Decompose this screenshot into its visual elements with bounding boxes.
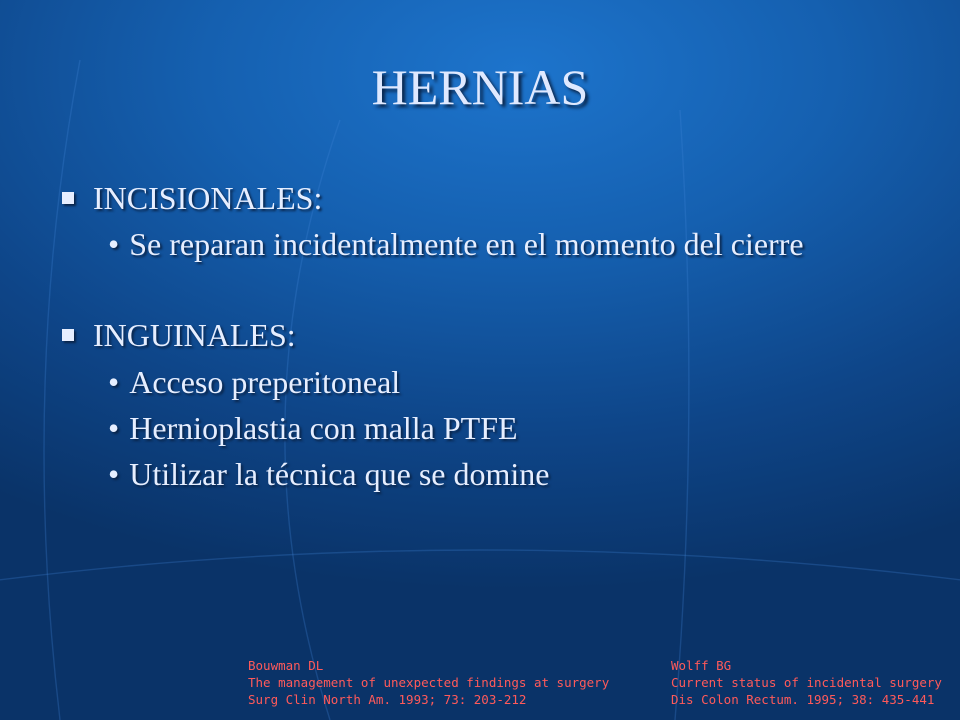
slide-title: HERNIAS	[371, 59, 589, 115]
reference-title: The management of unexpected findings at surgery	[248, 675, 610, 690]
reference-source: Surg Clin North Am. 1993; 73: 203-212	[248, 692, 527, 707]
square-bullet-icon	[62, 329, 74, 341]
reference-author: Bouwman DL	[248, 658, 324, 673]
bullet-dot-icon: •	[108, 364, 120, 400]
reference-bouwman	[248, 657, 609, 708]
reference-title: Current status of incidental surgery	[671, 675, 942, 690]
square-bullet-icon	[62, 192, 74, 204]
reference-author: Wolff BG	[671, 658, 732, 673]
bullet-dot-icon: •	[108, 456, 120, 492]
list-item: • Hernioplastia con malla PTFE	[108, 410, 518, 446]
list-item: • Se reparan incidentalmente en el momento del cierre	[108, 226, 804, 262]
list-item: • Acceso preperitoneal	[108, 364, 401, 400]
list-item: • Utilizar la técnica que se domine	[108, 456, 550, 492]
reference-wolff	[671, 657, 942, 708]
section-heading-incisionales: INCISIONALES:	[62, 182, 322, 214]
bullet-dot-icon: •	[108, 410, 120, 446]
bullet-dot-icon: •	[108, 226, 120, 262]
reference-source: Dis Colon Rectum. 1995; 38: 435-441	[671, 692, 935, 707]
section-heading-inguinales: INGUINALES:	[62, 319, 296, 351]
